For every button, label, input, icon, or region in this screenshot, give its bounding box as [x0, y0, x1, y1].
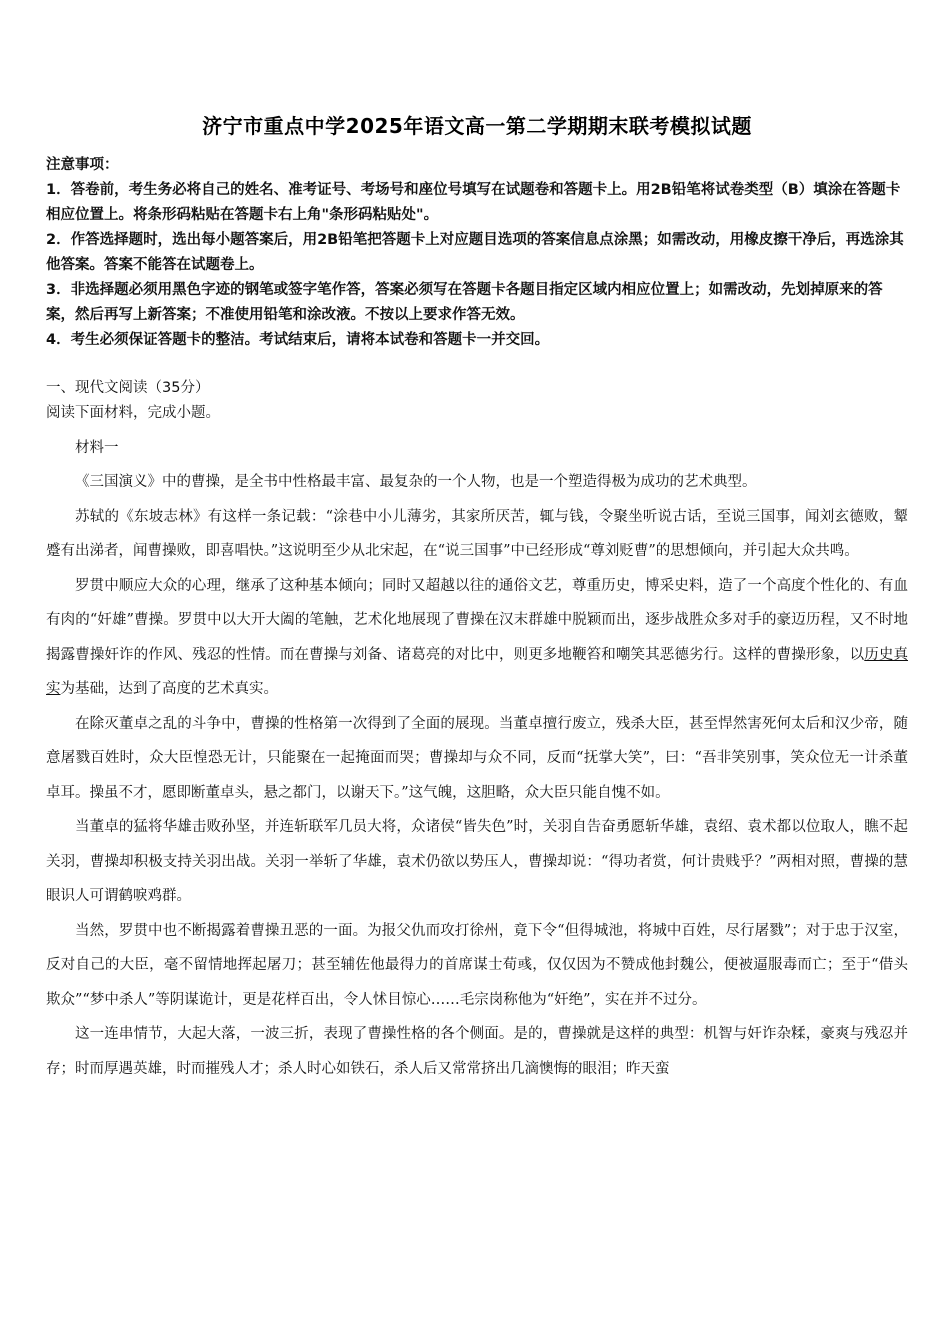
page-title: 济宁市重点中学2025年语文高一第二学期期末联考模拟试题: [202, 114, 752, 138]
reading-paragraph: 苏轼的《东坡志林》有这样一条记载：“涂巷中小儿薄劣，其家所厌苦，辄与钱，令聚坐听说古话，至说三国事，闻刘玄德败，颦蹙有出涕者，闻曹操败，即喜唱快。”这说明至少从北宋起，在“说三国事”中已经形成“尊刘贬曹”的思想倾向，并引起大众共鸣。: [46, 508, 908, 559]
notice-item: 3．非选择题必须用黑色字迹的钢笔或签字笔作答，答案必须写在答题卡各题目指定区域内相应位置上；如需改动，先划掉原来的答案，然后再写上新答案；不准使用铅笔和涂改液。不按以上要求作答无效。: [46, 282, 883, 323]
reading-paragraph: 《三国演义》中的曹操，是全书中性格最丰富、最复杂的一个人物，也是一个塑造得极为成功的艺术典型。: [75, 474, 757, 490]
underlined-term: 历史真实: [46, 646, 909, 697]
reading-paragraph: [46, 569, 908, 707]
notice-item: 4．考生必须保证答题卡的整洁。考试结束后，请将本试卷和答题卡一并交回。: [46, 332, 550, 348]
notice-heading: 注意事项：: [46, 157, 119, 173]
reading-paragraph: 在除灭董卓之乱的斗争中，曹操的性格第一次得到了全面的展现。当董卓擅行废立，残杀大臣，甚至悍然害死何太后和汉少帝，随意屠戮百姓时，众大臣惶恐无计，只能聚在一起掩面而哭；曹操却与众不同，反而“抚掌大笑”，曰：“吾非笑别事，笑众位无一计杀董卓耳。操虽不才，愿即断董卓头，悬之都门，以谢天下。”这气魄，这胆略，众大臣只能自愧不如。: [46, 715, 908, 801]
section-heading: 一、现代文阅读（35分）: [46, 380, 210, 396]
section-instruction: 阅读下面材料，完成小题。: [46, 405, 220, 421]
paragraph-text: 罗贯中顺应大众的心理，继承了这种基本倾向；同时又超越以往的通俗文艺，尊重历史，博采史料，造了一个高度个性化的、有血有肉的“奸雄”曹操。罗贯中以大开大阖的笔触，艺术化地展现了曹操在汉末群雄中脱颖而出，逐步战胜众多对手的豪迈历程，又不时地揭露曹操奸诈的作风、残忍的性情。而在曹操与刘备、诸葛亮的对比中，则更多地鞭笞和嘲笑其恶德劣行。这样的曹操形象，以: [46, 577, 908, 663]
reading-paragraph: 这一连串情节，大起大落，一波三折，表现了曹操性格的各个侧面。是的，曹操就是这样的典型：机智与奸诈杂糅，豪爽与残忍并存；时而厚遇英雄，时而摧残人才；杀人时心如铁石，杀人后又常常挤出几滴懊悔的眼泪；昨天蛮: [46, 1026, 908, 1077]
paragraph-text: 为基础，达到了高度的艺术真实。: [60, 681, 278, 697]
material-label: 材料一: [75, 440, 119, 456]
notice-item: 2．作答选择题时，选出每小题答案后，用2B铅笔把答题卡上对应题目选项的答案信息点涂黑；如需改动，用橡皮擦干净后，再选涂其他答案。答案不能答在试题卷上。: [46, 232, 904, 273]
reading-paragraph: 当董卓的猛将华雄击败孙坚，并连斩联军几员大将，众诸侯“皆失色”时，关羽自告奋勇愿斩华雄，袁绍、袁术都以位取人，瞧不起关羽，曹操却积极支持关羽出战。关羽一举斩了华雄，袁术仍欲以势压人，曹操却说：“得功者赏，何计贵贱乎？”两相对照，曹操的慧眼识人可谓鹤唳鸡群。: [46, 819, 908, 904]
notice-block: [46, 153, 908, 353]
reading-paragraph: 当然，罗贯中也不断揭露着曹操丑恶的一面。为报父仇而攻打徐州，竟下令“但得城池，将城中百姓，尽行屠戮”；对于忠于汉室，反对自己的大臣，毫不留情地挥起屠刀；甚至辅佐他最得力的首席谋士荀彧，仅仅因为不赞成他封魏公，便被逼服毒而亡；至于“借头欺众”“梦中杀人”等阴谋诡计，更是花样百出，令人怵目惊心……毛宗岗称他为“奸绝”，实在并不过分。: [46, 922, 908, 1008]
notice-item: 1．答卷前，考生务必将自己的姓名、准考证号、考场号和座位号填写在试题卷和答题卡上。用2B铅笔将试卷类型（B）填涂在答题卡相应位置上。将条形码粘贴在答题卡右上角"条形码粘贴处"。: [46, 182, 901, 223]
